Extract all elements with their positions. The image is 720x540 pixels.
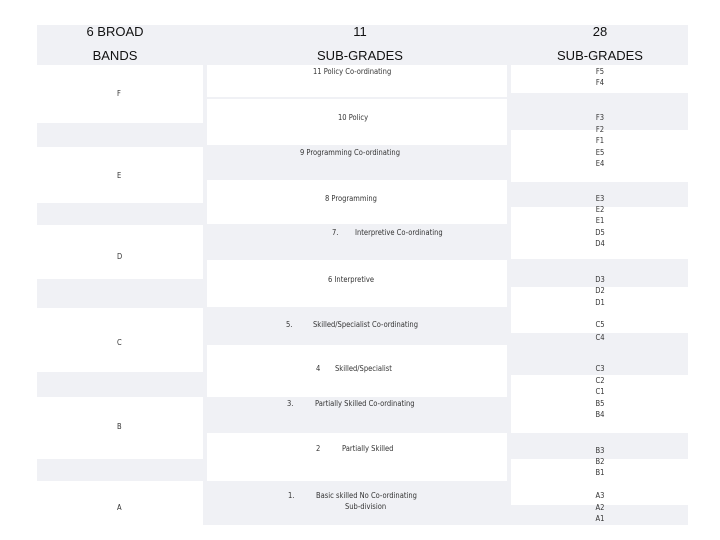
band-label: F	[117, 89, 121, 98]
band-label: D	[117, 252, 123, 261]
subgrade-label: Interpretive Co-ordinating	[355, 228, 443, 237]
grade-code: E1	[595, 216, 605, 225]
subgrade-label: 6 Interpretive	[328, 275, 374, 284]
subgrade-label: Sub-division	[345, 502, 387, 511]
grade-code: A3	[595, 491, 605, 500]
grade-code: F5	[595, 67, 605, 76]
grade-code: C3	[595, 364, 605, 373]
grade-code: F4	[595, 78, 605, 87]
subgrade-number: 4	[316, 364, 321, 373]
band-label: A	[117, 503, 122, 512]
grade-code: E2	[595, 205, 605, 214]
band-label: E	[117, 171, 122, 180]
grade-code: D5	[595, 228, 605, 237]
grade-code: D1	[595, 298, 605, 307]
grade-code: D4	[595, 239, 605, 248]
grade-code: F2	[595, 125, 605, 134]
grade-code: B3	[595, 446, 605, 455]
header-subgrades-label: SUB-GRADES	[317, 48, 403, 63]
subgrade-label: 10 Policy	[338, 113, 369, 122]
grade-code: A1	[595, 514, 605, 523]
subgrade-label: Skilled/Specialist	[335, 364, 392, 373]
grade-code: B4	[595, 410, 605, 419]
header-grades-label: SUB-GRADES	[557, 48, 643, 63]
grade-code: C2	[595, 376, 605, 385]
subgrade-label: 8 Programming	[325, 194, 377, 203]
header-broad-bands-line2: BANDS	[92, 48, 138, 63]
subgrade-label: Partially Skilled Co-ordinating	[315, 399, 415, 408]
subgrade-number: 3.	[287, 399, 294, 408]
grade-code: D2	[595, 286, 605, 295]
subgrade-number: 7.	[332, 228, 339, 237]
band-label: C	[117, 338, 122, 347]
grade-code: C5	[595, 320, 605, 329]
grade-code: A2	[595, 503, 605, 512]
grade-code: B5	[595, 399, 605, 408]
subgrade-cell-6	[207, 433, 507, 481]
subgrade-label: Skilled/Specialist Co-ordinating	[313, 320, 418, 329]
subgrade-number: 2	[316, 444, 321, 453]
subgrade-label: 9 Programming Co-ordinating	[300, 148, 400, 157]
grade-code: D3	[595, 275, 605, 284]
subgrade-label: Partially Skilled	[342, 444, 394, 453]
grade-code: F3	[595, 113, 605, 122]
header-subgrades-count: 11	[353, 24, 367, 39]
grade-code: E5	[595, 148, 605, 157]
header-grades-count: 28	[592, 24, 608, 39]
grade-code: B1	[595, 468, 605, 477]
grade-code: E4	[595, 159, 605, 168]
grade-code: F1	[595, 136, 605, 145]
grade-code: C1	[595, 387, 605, 396]
subgrade-label: 11 Policy Co-ordinating	[313, 67, 392, 76]
grade-code: B2	[595, 457, 605, 466]
subgrade-number: 5.	[286, 320, 293, 329]
header-broad-bands-line1: 6 BROAD	[86, 24, 144, 39]
subgrade-label: Basic skilled No Co-ordinating	[316, 491, 417, 500]
grade-code: E3	[595, 194, 605, 203]
band-label: B	[117, 422, 122, 431]
subgrade-number: 1.	[288, 491, 295, 500]
grade-code: C4	[595, 333, 605, 342]
